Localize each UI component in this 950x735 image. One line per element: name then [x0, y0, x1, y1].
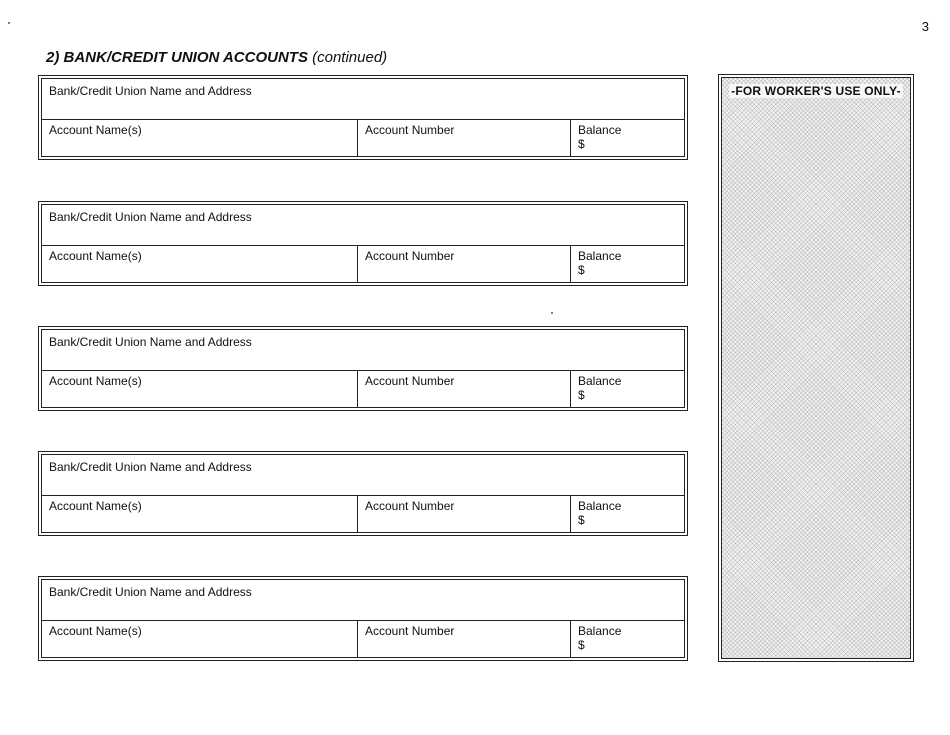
balance-label: Balance: [578, 374, 622, 388]
balance-label: Balance: [578, 249, 622, 263]
balance-label: Balance: [578, 123, 622, 137]
bank-name-address-label: Bank/Credit Union Name and Address: [49, 84, 252, 98]
balance-label: Balance: [578, 624, 622, 638]
account-names-label: Account Name(s): [49, 123, 142, 137]
account-names-label: Account Name(s): [49, 249, 142, 263]
section-title-text: 2) BANK/CREDIT UNION ACCOUNTS: [46, 49, 308, 66]
bank-name-address-label: Bank/Credit Union Name and Address: [49, 585, 252, 599]
account-number-field[interactable]: [358, 621, 571, 657]
bank-name-address-field[interactable]: [42, 455, 684, 496]
account-number-label: Account Number: [365, 624, 455, 638]
account-number-label: Account Number: [365, 249, 455, 263]
account-names-field[interactable]: [42, 246, 358, 282]
bank-name-address-field[interactable]: [42, 205, 684, 246]
stray-mark: [551, 312, 553, 314]
account-number-label: Account Number: [365, 499, 455, 513]
bank-name-address-label: Bank/Credit Union Name and Address: [49, 210, 252, 224]
account-block: [38, 75, 688, 160]
bank-name-address-label: Bank/Credit Union Name and Address: [49, 460, 252, 474]
balance-field[interactable]: [571, 371, 684, 407]
account-names-label: Account Name(s): [49, 499, 142, 513]
account-names-field[interactable]: [42, 621, 358, 657]
bank-name-address-field[interactable]: [42, 580, 684, 621]
worker-use-shaded-area: [721, 77, 911, 659]
balance-label: Balance: [578, 499, 622, 513]
worker-use-label: -FOR WORKER'S USE ONLY-: [731, 84, 901, 98]
page-number: 3: [921, 19, 929, 34]
currency-symbol: $: [578, 263, 585, 277]
account-number-label: Account Number: [365, 374, 455, 388]
bank-name-address-field[interactable]: [42, 79, 684, 120]
account-block: [38, 201, 688, 286]
stray-mark: [8, 22, 10, 24]
currency-symbol: $: [578, 513, 585, 527]
currency-symbol: $: [578, 137, 585, 151]
account-number-field[interactable]: [358, 120, 571, 156]
account-names-field[interactable]: [42, 371, 358, 407]
account-names-field[interactable]: [42, 496, 358, 532]
bank-name-address-label: Bank/Credit Union Name and Address: [49, 335, 252, 349]
bank-name-address-field[interactable]: [42, 330, 684, 371]
account-names-label: Account Name(s): [49, 374, 142, 388]
worker-use-box: [718, 74, 914, 662]
account-names-label: Account Name(s): [49, 624, 142, 638]
balance-field[interactable]: [571, 120, 684, 156]
currency-symbol: $: [578, 388, 585, 402]
account-block: [38, 576, 688, 661]
currency-symbol: $: [578, 638, 585, 652]
account-block: [38, 326, 688, 411]
section-title: [46, 49, 387, 66]
account-number-field[interactable]: [358, 371, 571, 407]
account-names-field[interactable]: [42, 120, 358, 156]
balance-field[interactable]: [571, 621, 684, 657]
section-subtitle: (continued): [312, 49, 388, 66]
balance-field[interactable]: [571, 246, 684, 282]
account-number-field[interactable]: [358, 496, 571, 532]
account-number-label: Account Number: [365, 123, 455, 137]
balance-field[interactable]: [571, 496, 684, 532]
account-block: [38, 451, 688, 536]
account-number-field[interactable]: [358, 246, 571, 282]
